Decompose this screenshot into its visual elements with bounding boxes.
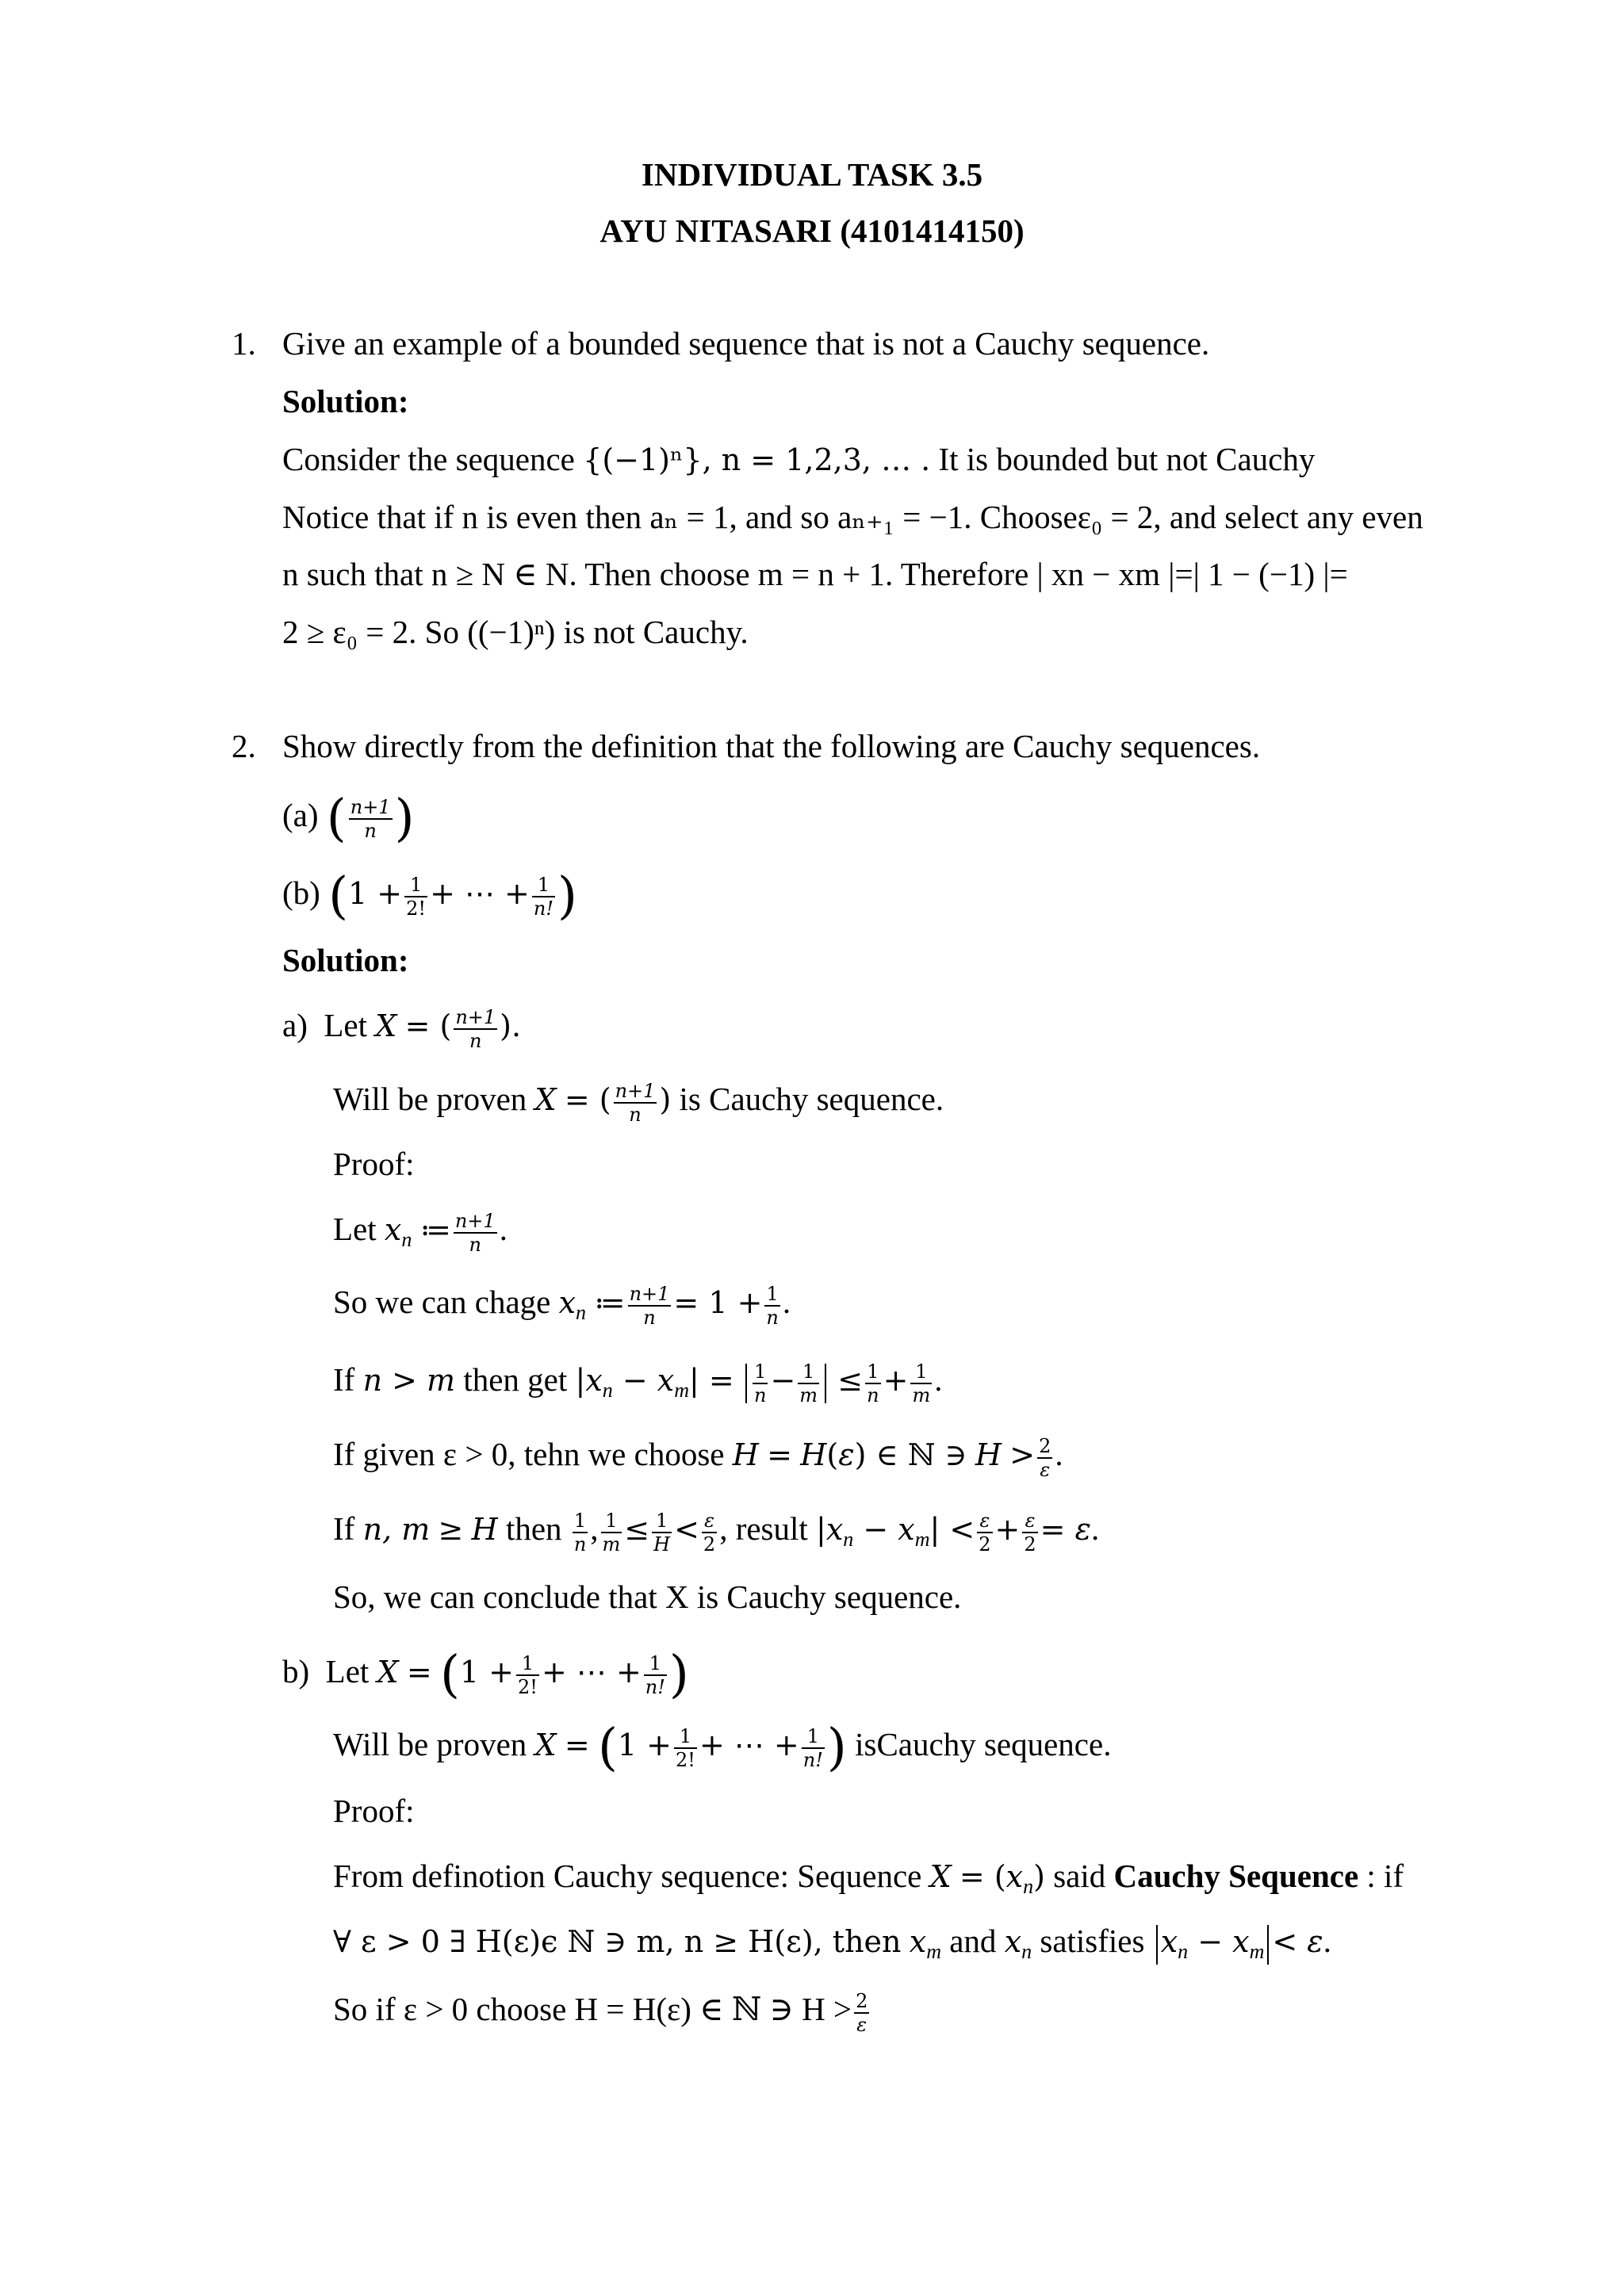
problem-1-question: Give an example of a bounded sequence that is not a Cauchy sequence. (282, 325, 1210, 362)
part-a-conclusion: So, we can conclude that X is Cauchy sequence. (333, 1578, 962, 1615)
part-b-prove: Will be proven X = (1 + $\frac{1}{2!}$ + ⋯ + $\frac{1}{n!}$ ) isCauchy sequence. (333, 1718, 1112, 1777)
problem-1-line-1: Consider the sequence {(−1)ⁿ}, n = 1,2,3, … . It is bounded but not Cauchy (282, 441, 1316, 477)
part-a-prove: Will be proven X = ( $\frac{n+1}{n}$ ) is Cauchy sequence. (333, 1079, 944, 1126)
problem-2-part-a: (a) ( $\frac{n+1}{n}$ ) (282, 789, 415, 848)
problem-2-part-b: (b) (1 + $\frac{1}{2!}$ + ⋯ + $\frac{1}{n!}$ ) (282, 867, 577, 926)
part-a-change: So we can chage $x_n$ ≔ $\frac{n+1}{n}$ = 1 + $\frac{1}{n}$ . (333, 1282, 791, 1329)
problem-1-line-4: 2 ≥ ε₀ = 2. So ((−1)ⁿ) is not Cauchy. (282, 614, 749, 650)
part-b-definition-1: From definotion Cauchy sequence: Sequence $X = (x_n)$ said Cauchy Sequence : if (333, 1858, 1404, 1898)
part-a-result: If n, m ≥ H then $\frac{1}{n}$ , $\frac{1}{m}$ ≤ $\frac{1}{H}$ < $\frac{\varepsilon}{2}$ , result $|x_n - x_m|$ < $\frac{\varepsilon}{2}$ + $\frac{\varepsilon}{2}$ = ε. (333, 1509, 1100, 1556)
part-a-given: If given ε > 0, tehn we choose H = H(ε) ∈ ℕ ∋ H > $\frac{2}{\varepsilon}$ . (333, 1434, 1063, 1481)
part-a-let: a) Let X = ( $\frac{n+1}{n}$ ). (282, 1005, 522, 1052)
problem-2-question: Show directly from the definition that the following are Cauchy sequences. (282, 728, 1261, 764)
problem-2-solution-label: Solution: (282, 942, 409, 978)
problem-1-line-2: Notice that if n is even then aₙ = 1, and so aₙ₊₁ = −1. Chooseε₀ = 2, and select any even (282, 499, 1423, 535)
part-a-proof-label: Proof: (333, 1146, 415, 1182)
part-b-proof-label: Proof: (333, 1793, 415, 1829)
problem-1-line-3: n such that n ≥ N ∈ N. Then choose m = n + 1. Therefore | xn − xm |=| 1 − (−1) |= (282, 556, 1348, 592)
problem-1-number: 1. (232, 325, 256, 362)
part-b-let: b) Let X = (1 + $\frac{1}{2!}$ + ⋯ + $\frac{1}{n!}$ ) (282, 1645, 689, 1705)
part-b-final: So if ε > 0 choose H = H(ε) ∈ ℕ ∋ H > $\frac{2}{\varepsilon}$ (333, 1989, 868, 2036)
author-line: AYU NITASARI (4101414150) (599, 212, 1025, 249)
part-a-let-xn: Let $x_n$ ≔ $\frac{n+1}{n}$ . (333, 1209, 508, 1256)
document-title: INDIVIDUAL TASK 3.5 (641, 156, 983, 193)
problem-2-number: 2. (232, 728, 256, 764)
part-b-definition-2: ∀ ε > 0 ∃ H(ε)ϵ ℕ ∋ m, n ≥ H(ε), then $x_m$ and $x_n$ satisfies $x_n - x_m < \varepsilon$. (333, 1923, 1331, 1963)
part-a-inequality: If n > m then get $|x_n - x_m|$ = $\frac{1}{n}$ − $\frac{1}{m}$ ≤ $\frac{1}{n}$ + $\frac{1}{m}$ . (333, 1360, 943, 1406)
problem-1-solution-label: Solution: (282, 383, 409, 419)
